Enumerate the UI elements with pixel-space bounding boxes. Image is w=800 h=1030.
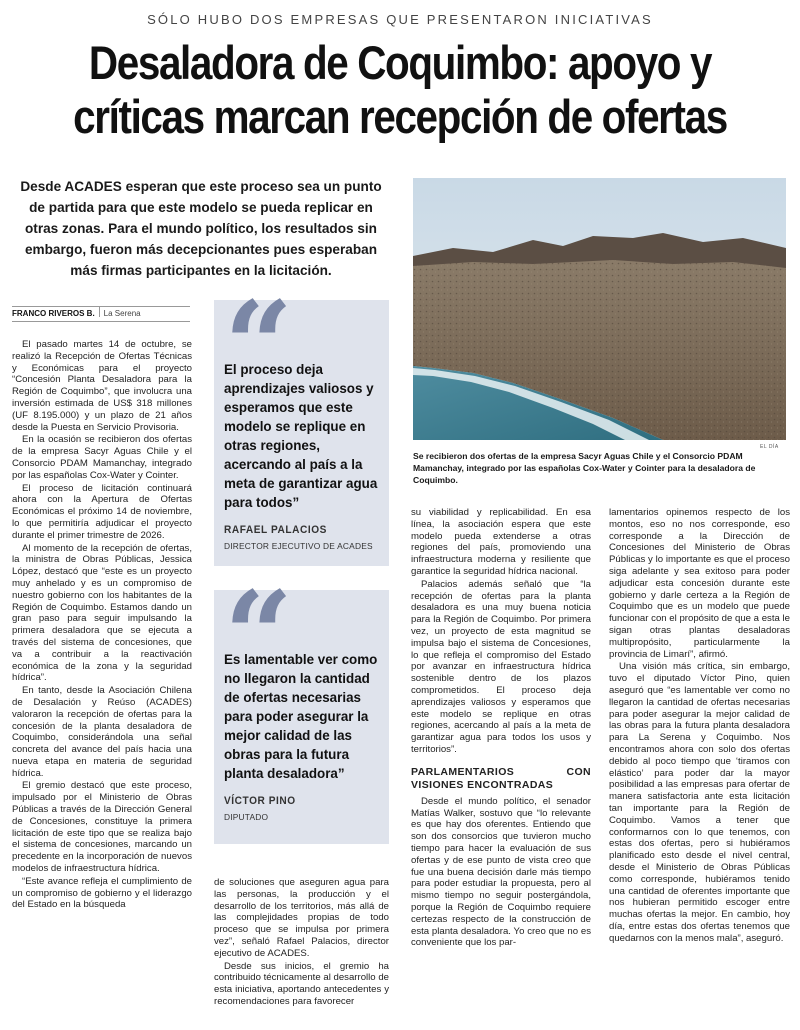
pull-quote-palacios	[214, 300, 389, 566]
paragraph: “Este avance refleja el cumplimiento de un compromiso de gobierno y el liderazgo del Estado en la búsqueda	[12, 875, 192, 911]
paragraph: Palacios además señaló que “la recepción de ofertas para la planta desaladora es una muy buena noticia para la Región de Coquimbo. Por primera vez, un proyecto de esta magnitud se impulsa bajo el sistema de Concesiones, lo que refleja el compromiso del Estado por avanzar en infraestructura hídrica sostenible dentro de los plazos comprometidos. El proceso deja aprendizajes valiosos y esperamos que este modelo se replique en otras regiones, acercando al país a la meta de garantizar agua para todos los usos y territorios”.	[411, 578, 591, 755]
paragraph: de soluciones que aseguren agua para las personas, la producción y el desarrollo de los territorios, más allá de las complejidades propias de todo proceso que se impulsa por primera vez”, señaló Rafael Palacios, director ejecutivo de ACADES.	[214, 877, 389, 959]
pull-quote-name: RAFAEL PALACIOS	[224, 524, 327, 536]
byline-author: FRANCO RIVEROS B.	[12, 309, 95, 318]
paragraph: En la ocasión se recibieron dos ofertas de la empresa Sacyr Aguas Chile y el Consorcio PDAM Mamanchay, integrado por las españolas Cox-Water y Cointer.	[12, 434, 192, 481]
quote-mark-icon	[224, 298, 379, 360]
kicker: SÓLO HUBO DOS EMPRESAS QUE PRESENTARON INICIATIVAS	[147, 12, 653, 27]
paragraph: En tanto, desde la Asociación Chilena de Desalación y Reúso (ACADES) valoraron la recepción de ofertas para la concesión de la planta desaladora de Coquimbo, considerándola una señal concreta del avance del país hacia una nueva etapa en materia de seguridad hídrica.	[12, 685, 192, 779]
quote-mark-icon	[224, 588, 379, 650]
pull-quote-pino	[214, 590, 389, 844]
paragraph: El pasado martes 14 de octubre, se realizó la Recepción de Ofertas Técnicas y Económicas para el proyecto “Concesión Planta Desaladora para la Región de Coquimbo”, que involucra una inversión estimada de US$ 318 millones (UF 8.195.000) y un plazo de 21 años desde la Puesta en Servicio Provisoria.	[12, 339, 192, 433]
paragraph: lamentarios opinemos respecto de los montos, eso no nos corresponde, eso corresponde a la Dirección de Concesiones del Ministerio de Obras Públicas y lo importante es que el proceso siga adelante y sea exitoso para poder adjudicar esta concesión durante este gobierno y darle certeza a la Región de Coquimbo que es un modelo que puede funcionar con el propósito de que a esta le sigan otras plantas desaladoras multipropósito, particularmente la provincia de Limarí”, afirmó.	[609, 507, 790, 660]
pull-quote-text: Es lamentable ver como no llegaron la cantidad de ofertas necesarias para poder asegurar la mejor calidad de las obras para la futura planta desaladora”	[224, 652, 378, 781]
paragraph: Una visión más crítica, sin embargo, tuvo el diputado Víctor Pino, quien aseguró que “es lamentable ver como no llegaron la cantidad de ofertas necesarias para poder asegurar la mejor calidad de las obras para la futura planta desaladora para La Serena y Coquimbo. Nos encontramos ahora con solo dos ofertas debido al poco tiempo que ‘tiramos con elástico’ para poder dar la mayor posibilidad a las empresas para ofertar de manera satisfactoria ante esta licitación tan importante para la Región de Coquimbo. Vamos a tener que conformarnos con lo que tenemos, con estas dos ofertas, pero si hubiéramos planificado esto desde el nivel central, desde el Ministerio de Obras Públicas como corresponde, hubiéramos tenido una cantidad de oferentes importante que nos hubieran permitido escoger entre muchas ofertas la mejor. En cambio, hoy día, entre estas dos ofertas tenemos que quedarnos con la menos mala”, aseguró.	[609, 661, 790, 944]
paragraph: Al momento de la recepción de ofertas, la ministra de Obras Públicas, Jessica López, destacó que “este es un proyecto muy anhelado y es un compromiso de nuestro gobierno con los habitantes de la Región de Coquimbo. Estamos dando un gran paso para seguir impulsando la primera desaladora que se ejecuta a través del sistema de concesiones, que va a contribuir a la reactivación económica de la zona y la seguridad hídrica”.	[12, 542, 192, 684]
section-subhead: PARLAMENTARIOS CON VISIONES ENCONTRADAS	[411, 765, 591, 791]
headline: Desaladora de Coquimbo: apoyo y críticas marcan recepción de ofertas	[73, 36, 727, 143]
article-photo	[413, 178, 786, 440]
pull-quote-role: DIPUTADO	[224, 812, 269, 822]
body-column-2	[214, 877, 389, 1022]
paragraph: Desde el mundo político, el senador Matías Walker, sostuvo que “lo relevante es que hay dos oferentes. Entiendo que son dos consorcios que tuvieron mucho tiempo para hacer la evaluación de sus ofertas y de ese punto de vista creo que fue una buena decisión darle más tiempo para poder estudiar la propuesta, pero al mismo tiempo no seguir postergándola, porque la Región de Coquimbo requiere certezas respecto de la construcción de esta planta desaladora. Yo creo que no es conveniente que los par-	[411, 795, 591, 949]
paragraph: su viabilidad y replicabilidad. En esa línea, la asociación espera que este modelo pueda extenderse a otras regiones del país, promoviendo una infraestructura moderna y resiliente que garantice la seguridad hídrica nacional.	[411, 507, 591, 577]
photo-caption: Se recibieron dos ofertas de la empresa Sacyr Aguas Chile y el Consorcio PDAM Mamanchay, integrado por las españolas Cox-Water y Cointer para la desaladora de Coquimbo.	[413, 451, 756, 485]
body-column-4	[609, 507, 790, 1022]
paragraph: Desde sus inicios, el gremio ha contribuido técnicamente al desarrollo de esta iniciativa, aportando antecedentes y recomendaciones para favorecer	[214, 960, 389, 1007]
deck: Desde ACADES esperan que este proceso sea un punto de partida para que este modelo se pueda replicar en otras zonas. Para el mundo político, los resultados sin embargo, fueron más decepcionantes pues esperaban más firmas participantes en la licitación.	[20, 179, 382, 278]
byline-place: La Serena	[103, 309, 141, 318]
photo-credit: EL DÍA	[760, 444, 779, 450]
paragraph: El proceso de licitación continuará ahora con la Apertura de Ofertas Económicas el próximo 14 de noviembre, lo que permitiría adjudicar el proyecto durante el primer trimestre de 2026.	[12, 482, 192, 541]
pull-quote-name: VÍCTOR PINO	[224, 795, 296, 807]
paragraph: El gremio destacó que este proceso, impulsado por el Ministerio de Obras Públicas a través de la Dirección General de Concesiones, constituye la primera licitación de este tipo que se realiza bajo el sistema de concesiones, marcando un precedente en la incorporación de nuevos modelos de infraestructura hídrica.	[12, 780, 192, 875]
byline-divider	[99, 307, 100, 317]
body-column-3	[411, 507, 591, 1022]
pull-quote-role: DIRECTOR EJECUTIVO DE ACADES	[224, 541, 373, 551]
byline	[12, 306, 190, 322]
body-column-1	[12, 339, 192, 1021]
pull-quote-text: El proceso deja aprendizajes valiosos y esperamos que este modelo se replique en otras regiones, acercando al país a la meta de garantizar agua para todos”	[224, 362, 378, 510]
coastline-photo	[413, 178, 786, 440]
